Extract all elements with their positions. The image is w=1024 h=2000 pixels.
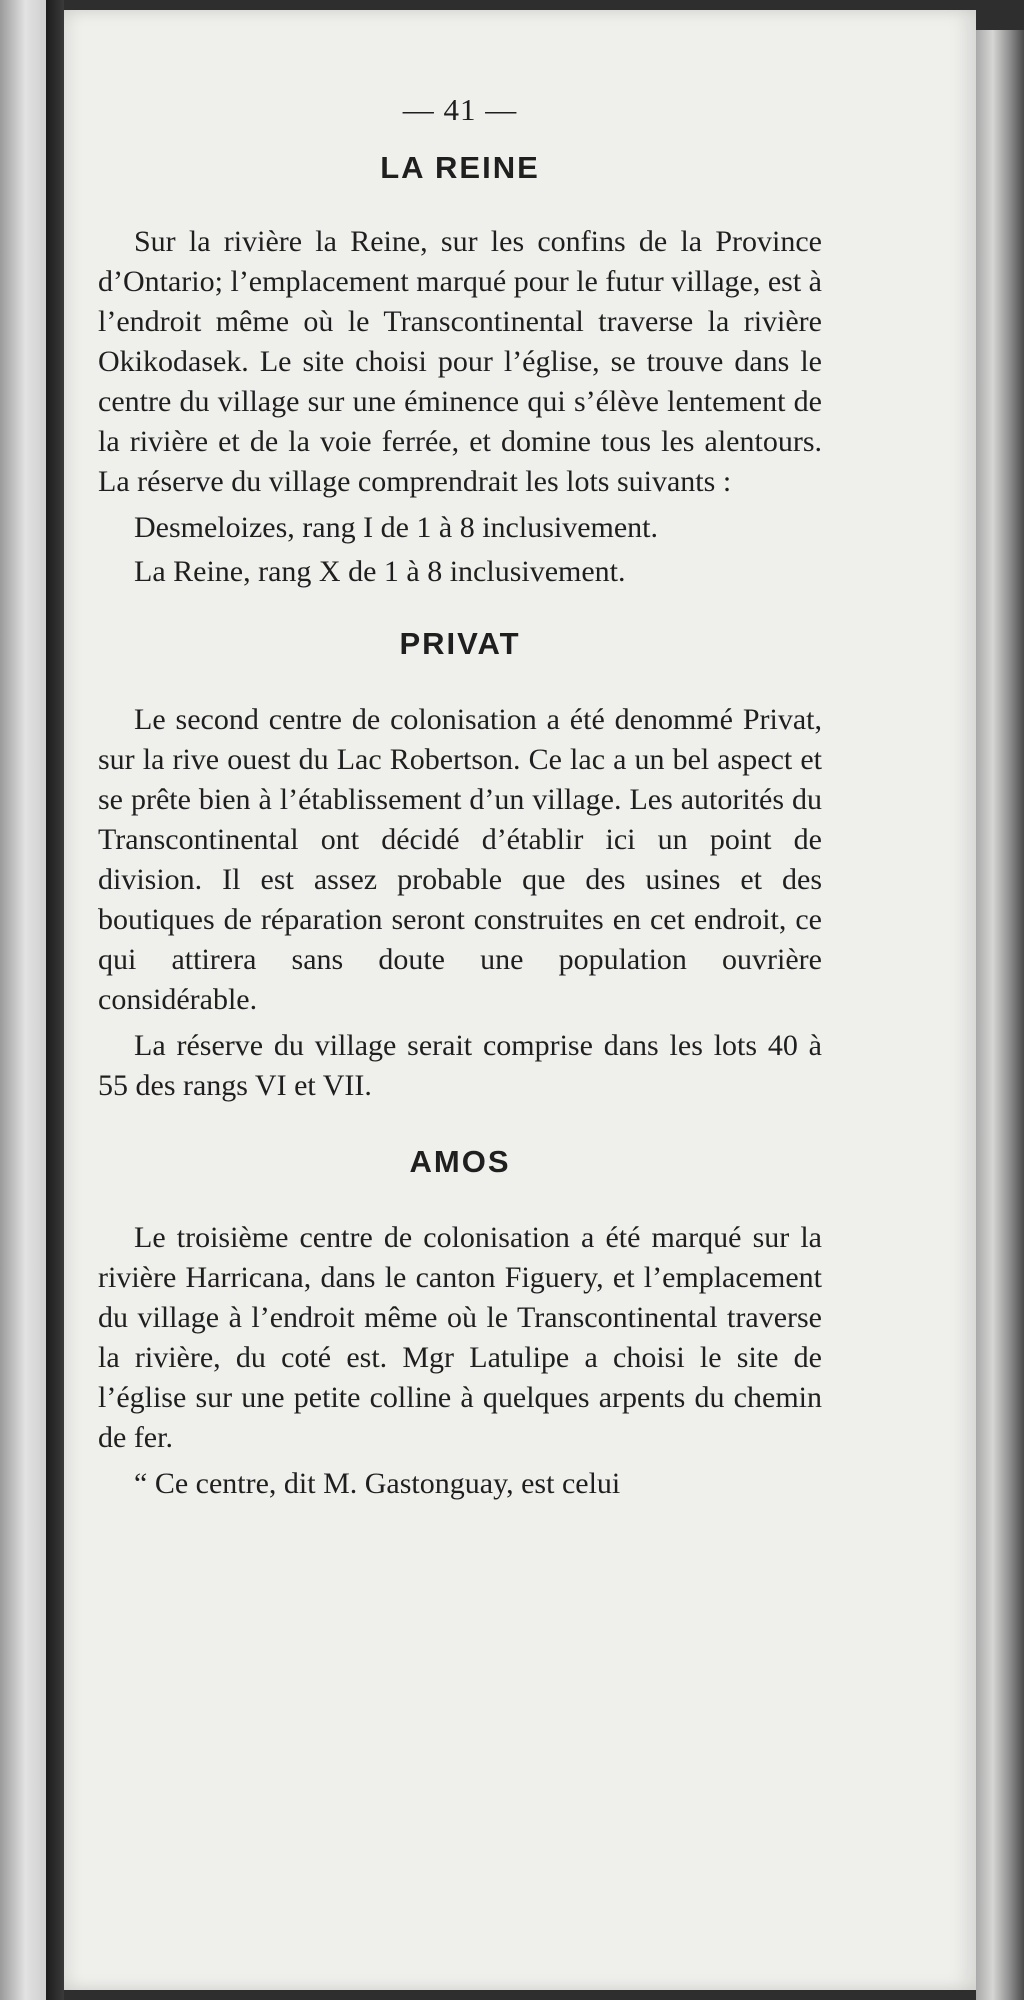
- paragraph-amos-description: Le troisième centre de colonisation a été marqué sur la rivière Harricana, dans le canton Figuery, et l’emplacement du village à l’endroit même où le Transcontinental traverse la rivière, du coté est. Mgr Latulipe a choisi le site de l’église sur une petite colline à quelques arpents du chemin de fer.: [98, 1221, 822, 1454]
- section-heading-amos: AMOS: [409, 1144, 511, 1179]
- paragraph-la-reine-description: Sur la rivière la Reine, sur les confins de la Province d’Ontario; l’emplacement marqué pour le futur village, est à l’endroit même où le Transcontinental traverse la rivière Okikodasek. Le site choisi pour l’église, se trouve dans le centre du village sur une éminence qui s’élève lentement de la rivière et de la voie ferrée, et domine tous les alentours. La réserve du village comprendrait les lots suivants :: [98, 225, 822, 498]
- lot-list-item-desmeloizes: Desmeloizes, rang I de 1 à 8 inclusivement.: [134, 511, 659, 544]
- page-stack-edge: [976, 30, 1024, 2000]
- paragraph-privat-description: Le second centre de colonisation a été denommé Privat, sur la rive ouest du Lac Robertson. Ce lac a un bel aspect et se prête bien à l’établissement d’un village. Les autorités du Transcontinental ont décidé d’établir ici un point de division. Il est assez probable que des usines et des boutiques de réparation seront construites en cet endroit, ce qui attirera sans doute une population ouvrière considérable.: [98, 703, 822, 1016]
- paragraph-amos-quote: “ Ce centre, dit M. Gastonguay, est celui: [134, 1467, 621, 1500]
- page-text: [98, 92, 822, 1504]
- paragraph-privat-reserve: La réserve du village serait comprise dans les lots 40 à 55 des rangs VI et VII.: [98, 1029, 822, 1102]
- book-gutter: [46, 0, 64, 2000]
- facing-page-edge: [0, 0, 46, 2000]
- lot-list-item-la-reine: La Reine, rang X de 1 à 8 inclusivement.: [134, 555, 626, 588]
- section-heading-la-reine: LA REINE: [380, 150, 540, 185]
- page-number: — 41 —: [402, 92, 518, 127]
- section-heading-privat: PRIVAT: [399, 626, 521, 661]
